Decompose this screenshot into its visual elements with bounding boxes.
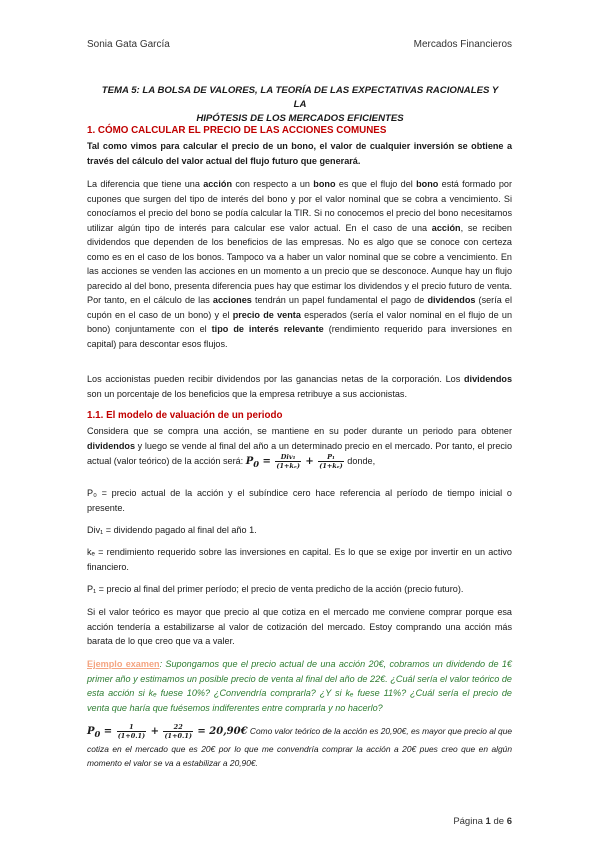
solution-p0: P bbox=[87, 726, 95, 737]
definition-p1: P₁ = precio al final del primer período; el precio de venta predicho de la acción (precio futuro). bbox=[87, 584, 464, 594]
section-1-1-heading: 1.1. El modelo de valuación de un periodo bbox=[87, 410, 283, 421]
formula-fraction-dividend bbox=[275, 453, 301, 470]
valuation-formula bbox=[245, 453, 345, 470]
fraction-denominator: (1+kₑ) bbox=[319, 462, 343, 470]
p2-bold: bono bbox=[416, 179, 439, 189]
fraction-denominator: (1+0.1) bbox=[164, 732, 192, 740]
title-line-2: HIPÓTESIS DE LOS MERCADOS EFICIENTES bbox=[196, 113, 404, 124]
p2-text: , se reciben dividendos que dependen de los beneficios de las empresas. No es algo que se conoce con certeza como es en el caso de los bonos. Tampoco va a haber un valor nominal que se cobre a vencimiento. En las acciones se venden las acciones en un momento a un precio que se desconoce. Aunque hay un flujo parecido al del bono, presenta diferencia pues hay que estimar los dividendos y el precio futuro de venta. Por tanto, en el cálculo de las bbox=[87, 222, 512, 305]
fraction-denominator: (1+0.1) bbox=[117, 732, 146, 740]
definition-p0: P₀ = precio actual de la acción y el subíndice cero hace referencia al período de tiempo inicial o presente. bbox=[87, 488, 512, 513]
solution-equals: = bbox=[193, 726, 210, 737]
intro-text-c: , el valor de cualquier inversión se obtiene a través del cálculo del valor actual del flujo futuro que generará bbox=[87, 141, 513, 166]
formula-p0: P bbox=[245, 456, 254, 467]
p3-bold: dividendos bbox=[464, 374, 512, 384]
document-title bbox=[95, 84, 505, 126]
solution-fraction-2 bbox=[163, 723, 192, 740]
exam-example-label: Ejemplo examen bbox=[87, 659, 160, 669]
footer-page-number: 1 bbox=[485, 816, 491, 827]
formula-fraction-price bbox=[318, 453, 344, 470]
intro-text-a: Tal como vimos para calcular el bbox=[87, 141, 232, 151]
p2-text: está formado por cupones que surgen del tipo de interés del bono y por el valor nominal que se cobra a vencimiento. Si conocíamos el precio del bono se podía calcular la TIR. Si no conocemos el precio del bono necesitamos utilizar algún tipo de interés para calcular ese valor actual. En el caso de una bbox=[87, 179, 512, 233]
p2-text: (sería el cupón en el caso de un bono) y el bbox=[87, 295, 512, 320]
fraction-numerator: 1 bbox=[117, 723, 146, 732]
section-1-1-paragraph-1 bbox=[87, 424, 512, 472]
paragraph-theoretical-value: Si el valor teórico es mayor que precio al que cotiza en el mercado me conviene comprar porque esa acción tendería a estabilizarse al valor de cotización del mercado. Estoy comprando una acción más barata de lo que creo que va a valer. bbox=[87, 607, 512, 646]
p2-text: esperados (sería el valor nominal en el flujo de un bono) conjuntamente con el bbox=[87, 309, 513, 334]
p2-text: La diferencia que tiene una bbox=[87, 179, 204, 189]
section-1-heading: 1. CÓMO CALCULAR EL PRECIO DE LAS ACCIONES COMUNES bbox=[87, 125, 387, 136]
p2-bold: dividendos bbox=[427, 295, 476, 305]
solution-equals: = bbox=[100, 726, 116, 737]
p2-bold: precio de venta bbox=[232, 309, 301, 320]
s11-text: y luego se vende al final del año a un determinado precio en el mercado. Por tanto, el precio actual (valor teórico) de la acción será: bbox=[87, 440, 512, 466]
solution-explanation: Como valor teórico de la acción es 20,90€, es mayor que precio al que cotiza en el mercado que es 20€ por lo que me convendría comprar la acción a 20€ pues creo que en algún momento el valor se va a estabilizar a 20,90€. bbox=[87, 726, 513, 768]
solution-result: 20,90€ bbox=[209, 726, 248, 737]
p2-bold: acción bbox=[203, 179, 232, 189]
footer-prefix: Página bbox=[453, 816, 486, 827]
p3-text: son un porcentaje de los beneficios que la empresa retribuye a sus accionistas. bbox=[87, 388, 407, 399]
solution-p0-sub: 0 bbox=[94, 729, 101, 739]
p2-bold: acción bbox=[431, 222, 461, 233]
title-line-1: TEMA 5: LA BOLSA DE VALORES, LA TEORÍA DE LAS EXPECTATIVAS RACIONALES Y LA bbox=[101, 85, 499, 110]
formula-plus: + bbox=[301, 456, 318, 467]
formula-equals: = bbox=[259, 456, 275, 467]
p2-bold: tipo de interés relevante bbox=[211, 324, 324, 334]
definition-ke: kₑ = rendimiento requerido sobre las inversiones en capital. Es lo que se exige por invertir en un activo financiero. bbox=[87, 547, 512, 572]
p2-bold: acciones bbox=[212, 295, 252, 305]
exam-example bbox=[87, 657, 512, 715]
p2-bold: bono bbox=[313, 179, 336, 189]
fraction-numerator: P₁ bbox=[318, 453, 344, 462]
solution-plus: + bbox=[147, 726, 163, 737]
p2-text: con respecto a un bbox=[232, 179, 314, 189]
section-1-paragraph-2 bbox=[87, 177, 512, 351]
p2-text: (rendimiento requerido para inversiones en capital) para descontar esos flujos. bbox=[87, 324, 512, 349]
footer-separator: de bbox=[490, 816, 507, 827]
section-1-intro bbox=[87, 139, 512, 168]
solution-formula bbox=[87, 723, 248, 740]
section-1-paragraph-3 bbox=[87, 372, 512, 401]
p2-text: tendrán un papel fundamental el pago de bbox=[251, 295, 428, 305]
footer-total-pages: 6 bbox=[506, 816, 512, 827]
definition-div1: Div₁ = dividendo pagado al final del año 1. bbox=[87, 525, 257, 535]
p2-text: es que el flujo del bbox=[335, 179, 417, 189]
s11-bold: dividendos bbox=[87, 440, 135, 451]
intro-text-d: . bbox=[357, 155, 361, 166]
fraction-denominator: (1+kₑ) bbox=[276, 462, 300, 470]
fraction-numerator: 22 bbox=[163, 723, 192, 732]
formula-p0-sub: 0 bbox=[253, 459, 260, 469]
exam-solution bbox=[87, 723, 512, 771]
fraction-numerator: Div₁ bbox=[275, 453, 301, 462]
page-footer bbox=[453, 816, 512, 827]
solution-fraction-1 bbox=[117, 723, 146, 740]
intro-text-b: precio de un bono bbox=[231, 141, 314, 151]
s11-text: Considera que se compra una acción, se mantiene en su poder durante un periodo para obtener bbox=[87, 426, 512, 436]
header-subject: Mercados Financieros bbox=[413, 39, 512, 50]
s11-text: donde, bbox=[344, 456, 376, 466]
p3-text: Los accionistas pueden recibir dividendos por las ganancias netas de la corporación. Los bbox=[87, 374, 464, 384]
header-author: Sonia Gata García bbox=[87, 39, 170, 50]
exam-example-text: : Supongamos que el precio actual de una acción 20€, cobramos un dividendo de 1€ primer año y estimamos un posible precio de venta al final del año de 22€. ¿Cuál sería el valor teórico de esta acción si kₑ fuese 10%? ¿Convendría comprarla? ¿Y si kₑ fuese 11%? ¿Cuál sería el precio de venta que haría que fuésemos indiferentes entre comprarla y no hacerlo? bbox=[87, 659, 512, 713]
